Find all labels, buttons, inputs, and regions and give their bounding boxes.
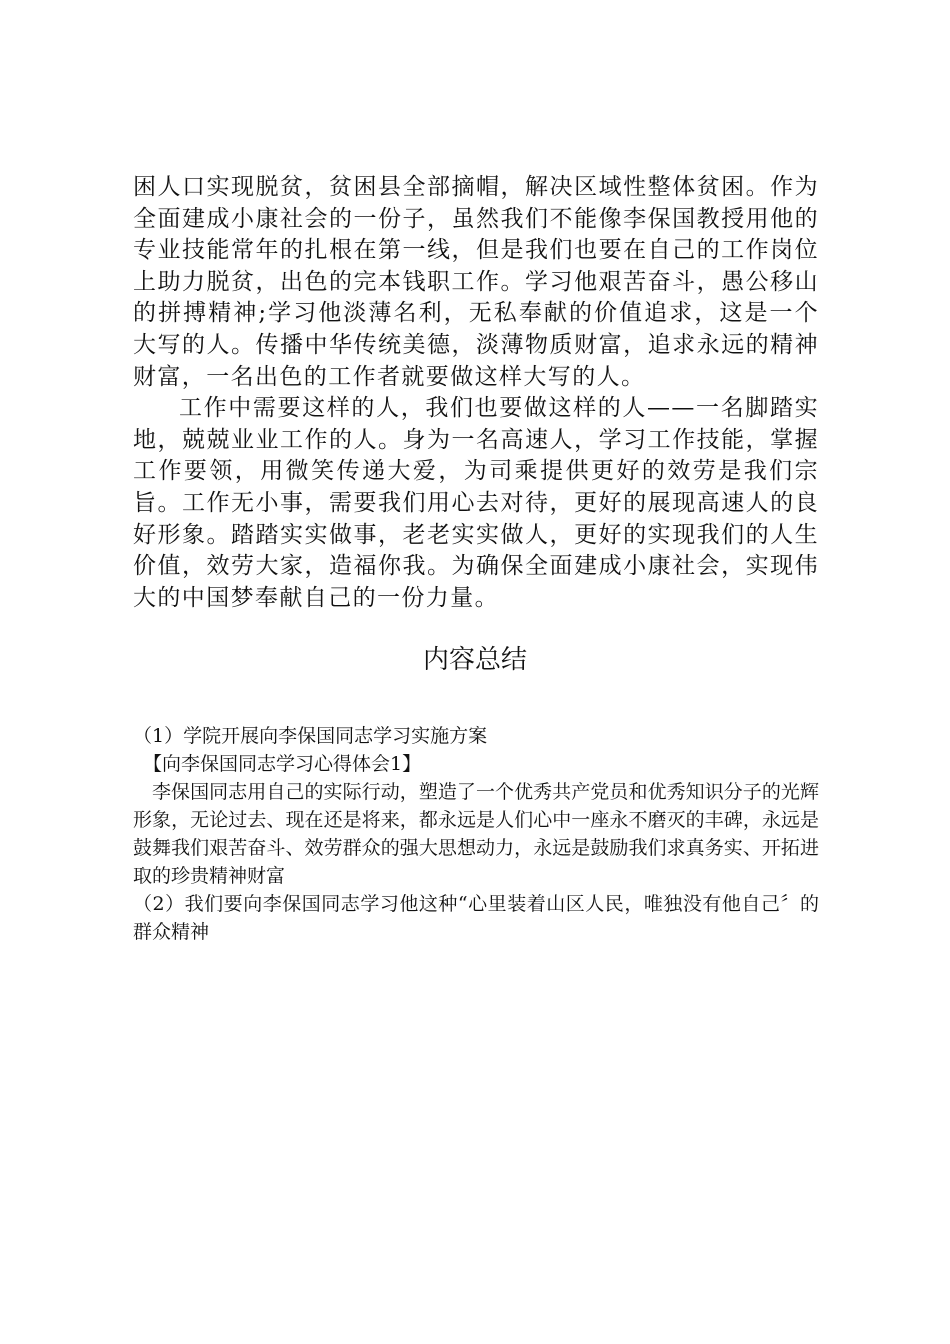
- body-paragraph-2: 工作中需要这样的人，我们也要做这样的人——一名脚踏实地，兢兢业业工作的人。身为一名高速人，学习工作技能，掌握工作要领，用微笑传递大爱，为司乘提供更好的效劳是我们宗旨。工作无小事，需要我们用心去对待，更好的展现高速人的良好形象。踏踏实实做事，老老实实做人，更好的实现我们的人生价值，效劳大家，造福你我。为确保全面建成小康社会，实现伟大的中国梦奉献自己的一份力量。: [133, 395, 819, 611]
- body-paragraph-1: 困人口实现脱贫，贫困县全部摘帽，解决区域性整体贫困。作为全面建成小康社会的一份子，虽然我们不能像李保国教授用他的专业技能常年的扎根在第一线，但是我们也要在自己的工作岗位上助力脱贫，出色的完本钱职工作。学习他艰苦奋斗，愚公移山的拼搏精神;学习他淡薄名利，无私奉献的价值追求，这是一个大写的人。传播中华传统美德，淡薄物质财富，追求永远的精神财富，一名出色的工作者就要做这样大写的人。: [133, 174, 819, 390]
- document-body: [133, 172, 819, 614]
- summary-title: 内容总结: [422, 645, 527, 675]
- summary-item-1: （1）学院开展向李保国同志学习实施方案: [133, 725, 488, 747]
- summary-subheading: 【向李保国同志学习心得体会1】: [143, 753, 422, 775]
- summary-body-text: 李保国同志用自己的实际行动，塑造了一个优秀共产党员和优秀知识分子的光辉形象，无论过去、现在还是将来，都永远是人们心中一座永不磨灭的丰碑，永远是鼓舞我们艰苦奋斗、效劳群众的强大思想动力，永远是鼓励我们求真务实、开拓进取的珍贵精神财富: [133, 781, 819, 887]
- summary-item-2: （2）我们要向李保国同志学习他这种“心里装着山区人民，唯独没有他自己〞的群众精神: [133, 893, 819, 943]
- summary-section: [133, 722, 819, 946]
